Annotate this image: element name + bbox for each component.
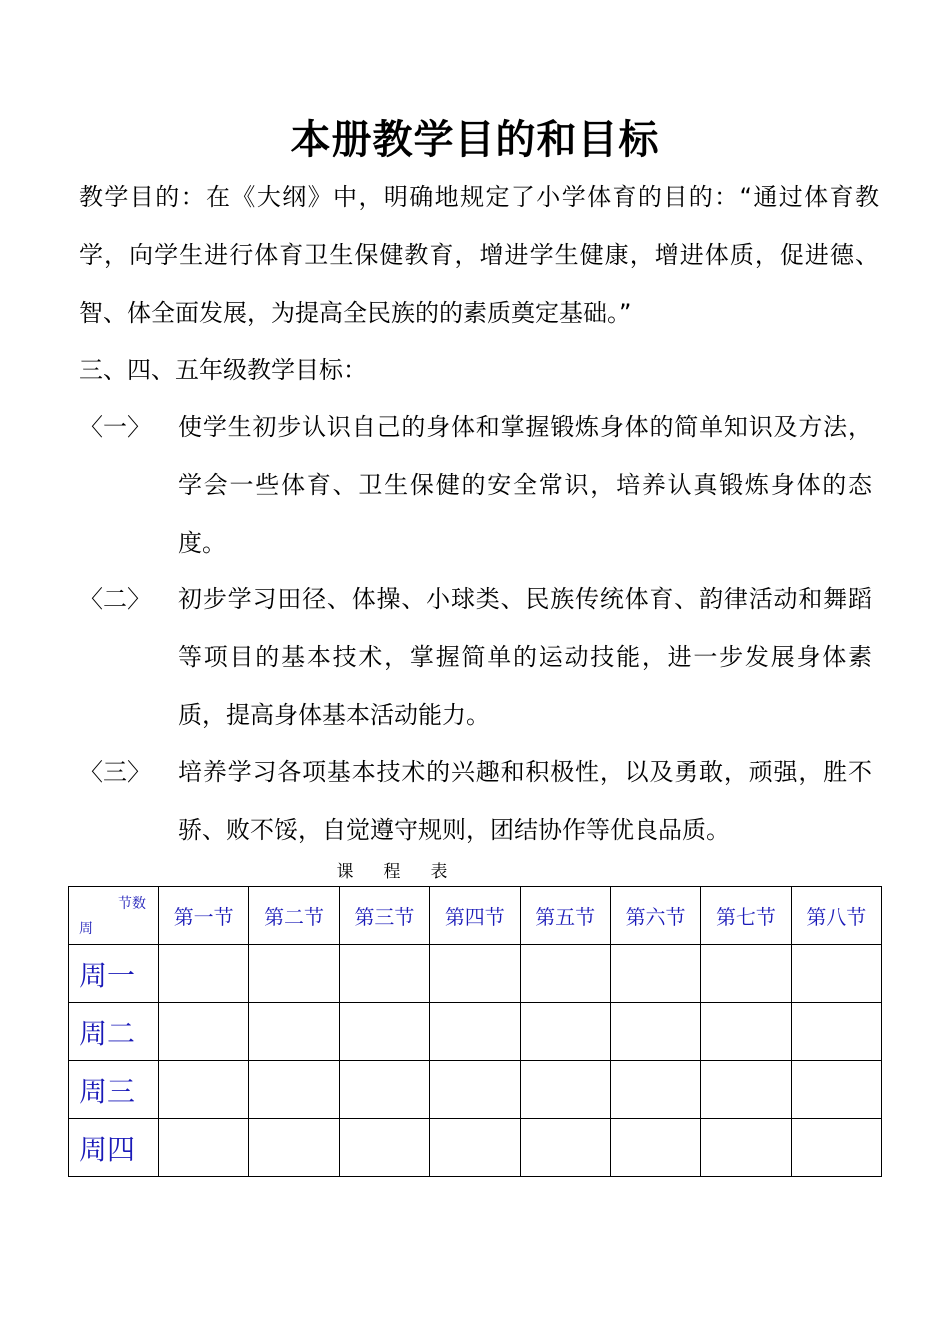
period-header: 第八节	[791, 887, 881, 945]
day-header: 周二	[69, 1003, 159, 1061]
schedule-cell	[520, 945, 610, 1003]
schedule-header-row	[69, 887, 882, 945]
schedule-cell	[791, 1003, 881, 1061]
schedule-cell	[249, 1119, 339, 1177]
schedule-table	[68, 886, 882, 1177]
schedule-cell	[339, 1061, 429, 1119]
schedule-cell	[249, 1003, 339, 1061]
schedule-cell	[339, 945, 429, 1003]
teaching-purpose-paragraph: 教学目的：在《大纲》中，明确地规定了小学体育的目的：“通过体育教学，向学生进行体育卫生保健教育，增进学生健康，增进体质，促进德、智、体全面发展，为提高全民族的的素质奠定基础。”	[79, 183, 879, 327]
period-header: 第五节	[520, 887, 610, 945]
page-title: 本册教学目的和目标	[290, 117, 660, 163]
schedule-cell	[430, 1003, 520, 1061]
goal-text: 初步学习田径、体操、小球类、民族传统体育、韵律活动和舞蹈等项目的基本技术，掌握简单的运动技能，进一步发展身体素质，提高身体基本活动能力。	[178, 585, 872, 729]
schedule-row	[69, 1003, 882, 1061]
goal-number: 〈二〉	[79, 585, 151, 613]
period-header: 第三节	[339, 887, 429, 945]
day-header: 周四	[69, 1119, 159, 1177]
corner-week-label: 周	[79, 921, 93, 937]
schedule-cell	[610, 945, 700, 1003]
schedule-cell	[249, 945, 339, 1003]
schedule-caption: 课程表	[336, 862, 478, 882]
schedule-cell	[610, 1061, 700, 1119]
goal-item	[79, 398, 879, 572]
goal-number: 〈一〉	[79, 413, 151, 441]
schedule-cell	[610, 1003, 700, 1061]
schedule-cell	[339, 1003, 429, 1061]
goal-item	[79, 570, 879, 744]
goal-text: 培养学习各项基本技术的兴趣和积极性，以及勇敢，顽强，胜不骄、败不馁，自觉遵守规则，团结协作等优良品质。	[178, 758, 872, 844]
goal-number: 〈三〉	[79, 758, 151, 786]
schedule-cell	[159, 1003, 249, 1061]
schedule-cell	[520, 1061, 610, 1119]
schedule-cell	[249, 1061, 339, 1119]
schedule-row	[69, 945, 882, 1003]
period-header: 第七节	[701, 887, 791, 945]
schedule-cell	[159, 945, 249, 1003]
schedule-cell	[339, 1119, 429, 1177]
schedule-row	[69, 1119, 882, 1177]
schedule-cell	[701, 1061, 791, 1119]
corner-periods-label: 节数	[118, 896, 146, 912]
schedule-cell	[701, 945, 791, 1003]
schedule-cell	[791, 945, 881, 1003]
period-header: 第四节	[430, 887, 520, 945]
goals-heading: 三、四、五年级教学目标：	[79, 356, 367, 384]
schedule-cell	[791, 1119, 881, 1177]
schedule-cell	[701, 1119, 791, 1177]
schedule-cell	[520, 1003, 610, 1061]
period-header: 第二节	[249, 887, 339, 945]
schedule-cell	[430, 1119, 520, 1177]
day-header: 周一	[69, 945, 159, 1003]
schedule-cell	[520, 1119, 610, 1177]
goal-item	[79, 743, 879, 859]
day-header: 周三	[69, 1061, 159, 1119]
period-header: 第六节	[610, 887, 700, 945]
schedule-cell	[430, 945, 520, 1003]
period-header: 第一节	[159, 887, 249, 945]
schedule-cell	[159, 1119, 249, 1177]
schedule-row	[69, 1061, 882, 1119]
schedule-cell	[791, 1061, 881, 1119]
schedule-corner-cell	[69, 887, 159, 945]
schedule-cell	[701, 1003, 791, 1061]
schedule-cell	[430, 1061, 520, 1119]
goal-text: 使学生初步认识自己的身体和掌握锻炼身体的简单知识及方法，学会一些体育、卫生保健的安全常识，培养认真锻炼身体的态度。	[178, 413, 872, 557]
schedule-cell	[159, 1061, 249, 1119]
schedule-cell	[610, 1119, 700, 1177]
